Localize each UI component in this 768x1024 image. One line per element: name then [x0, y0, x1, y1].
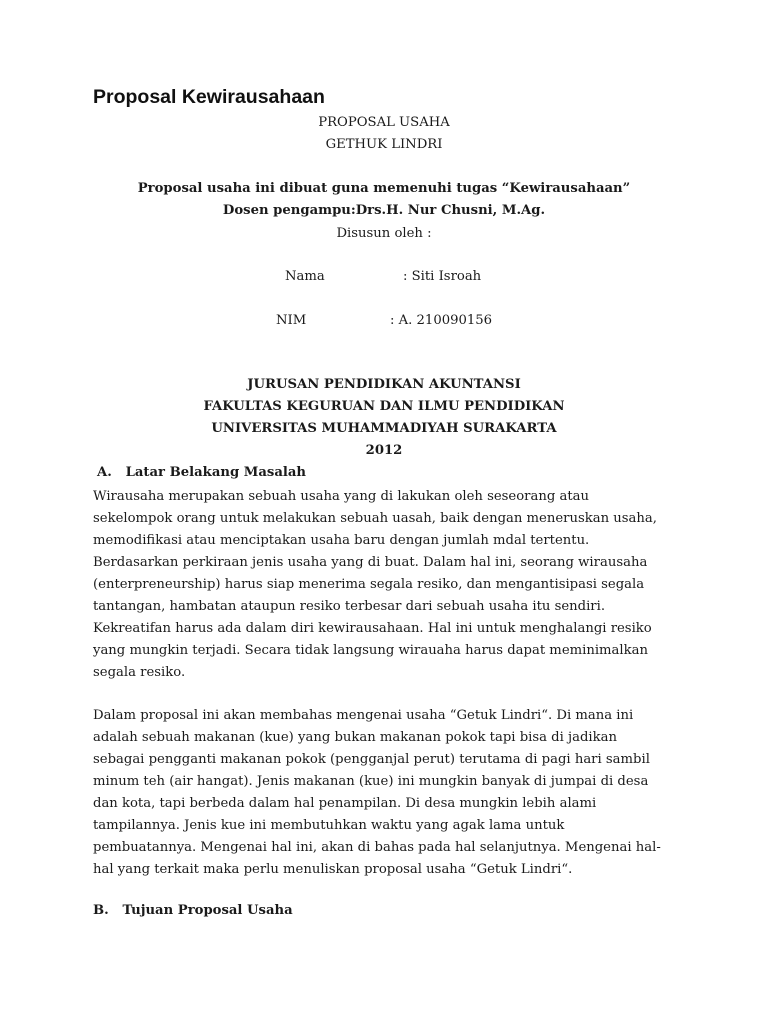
- cover-faculty: FAKULTAS KEGURUAN DAN ILMU PENDIDIKAN: [203, 399, 565, 414]
- text-line: tantangan, hambatan ataupun resiko terbesar dari sebuah usaha itu sendiri.: [93, 599, 606, 614]
- cover-lecturer: Dosen pengampu:Drs.H. Nur Chusni, M.Ag.: [222, 203, 546, 218]
- text-line: hal yang terkait maka perlu menuliskan proposal usaha “Getuk Lindri“.: [93, 862, 573, 877]
- text-line: Wirausaha merupakan sebuah usaha yang di lakukan oleh seseorang atau: [93, 489, 589, 504]
- text-line: sebagai pengganti makanan pokok (pengganjal perut) terutama di pagi hari sambil: [93, 752, 650, 767]
- cover-university: UNIVERSITAS MUHAMMADIYAH SURAKARTA: [211, 421, 557, 436]
- cover-prepared-by: Disusun oleh :: [336, 226, 432, 241]
- name-label: Nama: [285, 269, 325, 284]
- section-b-heading: B. Tujuan Proposal Usaha: [93, 903, 293, 918]
- text-line: (enterpreneurship) harus siap menerima segala resiko, dan mengantisipasi segala: [93, 577, 645, 592]
- text-line: segala resiko.: [93, 665, 186, 680]
- name-value: : Siti Isroah: [403, 269, 482, 284]
- cover-line-gethuk-lindri: GETHUK LINDRI: [325, 137, 443, 152]
- text-line: Dalam proposal ini akan membahas mengenai usaha “Getuk Lindri“. Di mana ini: [93, 708, 634, 723]
- text-line: yang mungkin terjadi. Secara tidak langsung wirauaha harus dapat meminimalkan: [93, 643, 648, 658]
- text-line: Kekreatifan harus ada dalam diri kewirausahaan. Hal ini untuk menghalangi resiko: [93, 621, 652, 636]
- document-title: Proposal Kewirausahaan: [93, 86, 325, 108]
- nim-value: : A. 210090156: [390, 313, 493, 328]
- section-a-paragraph-1: [93, 486, 678, 684]
- text-line: Berdasarkan perkiraan jenis usaha yang di buat. Dalam hal ini, seorang wirausaha: [93, 555, 648, 570]
- cover-line-proposal-usaha: PROPOSAL USAHA: [318, 115, 450, 130]
- nim-label: NIM: [276, 313, 307, 328]
- text-line: minum teh (air hangat). Jenis makanan (kue) ini mungkin banyak di jumpai di desa: [93, 774, 649, 789]
- section-a-heading: A. Latar Belakang Masalah: [97, 465, 307, 480]
- text-line: sekelompok orang untuk melakukan sebuah uasah, baik dengan meneruskan usaha,: [93, 511, 657, 526]
- text-line: adalah sebuah makanan (kue) yang bukan makanan pokok tapi bisa di jadikan: [93, 730, 617, 745]
- cover-purpose: Proposal usaha ini dibuat guna memenuhi tugas “Kewirausahaan”: [137, 181, 631, 196]
- text-line: pembuatannya. Mengenai hal ini, akan di bahas pada hal selanjutnya. Mengenai hal-: [93, 840, 661, 855]
- cover-year: 2012: [365, 443, 403, 458]
- text-line: tampilannya. Jenis kue ini membutuhkan waktu yang agak lama untuk: [93, 818, 565, 833]
- text-line: memodifikasi atau menciptakan usaha baru dengan jumlah mdal tertentu.: [93, 533, 590, 548]
- section-a-paragraph-2: [93, 705, 678, 881]
- text-line: dan kota, tapi berbeda dalam hal penampilan. Di desa mungkin lebih alami: [93, 796, 597, 811]
- cover-department: JURUSAN PENDIDIKAN AKUNTANSI: [247, 377, 521, 392]
